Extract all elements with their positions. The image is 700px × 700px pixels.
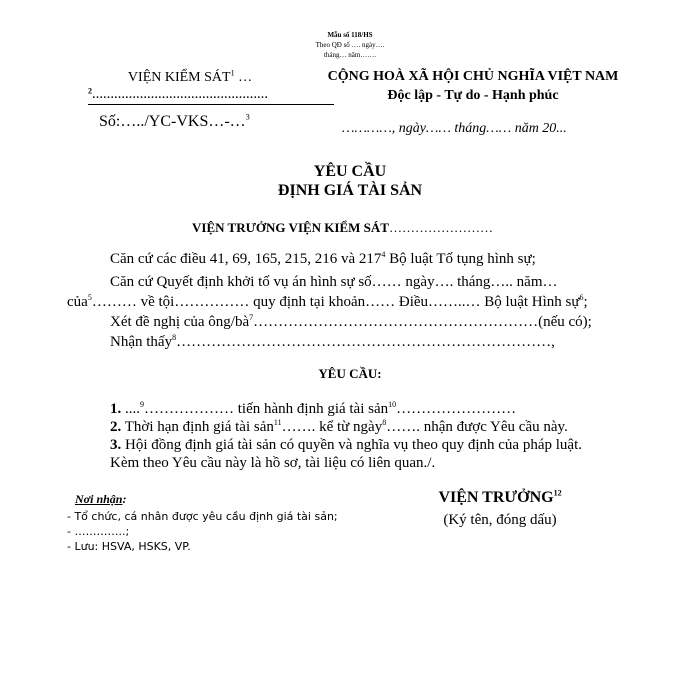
addressee-line: VIỆN TRƯỞNG VIỆN KIỂM SÁT……………………	[192, 220, 493, 235]
form-reference-date: tháng… năm…….	[323, 51, 377, 59]
signer-title: VIỆN TRƯỞNG$^{12}$	[438, 488, 562, 506]
date-line: …………, ngày…… tháng…… năm 20...	[342, 121, 567, 136]
document-subtitle: ĐỊNH GIÁ TÀI SẢN	[277, 182, 423, 199]
signature-note: (Ký tên, đóng dấu)	[443, 512, 557, 528]
attachment-note: Kèm theo Yêu cầu này là hồ sơ, tài liệu có liên quan./.	[110, 455, 436, 471]
recipients-title: Nơi nhận:	[75, 492, 127, 506]
national-title: CỘNG HOÀ XÃ HỘI CHỦ NGHĨA VIỆT NAM	[327, 69, 619, 84]
recipient-item: - …………..;	[67, 525, 130, 538]
recipient-item: - Lưu: HSVA, HSKS, VP.	[67, 540, 191, 553]
prosecution-decision-continuation: của$^5$……… về tội…………… quy định tại khoản…… Điều……..… Bộ luật Hình sự$^6$;	[67, 293, 588, 310]
document-title: YÊU CẦU	[313, 163, 387, 180]
request-heading: YÊU CẦU:	[318, 366, 382, 381]
form-reference: Theo QĐ số …. ngày….	[315, 41, 385, 49]
recipient-item: - Tổ chức, cá nhân được yêu cầu định giá tài sản;	[67, 510, 338, 523]
agency-name: VIỆN KIỂM SÁT$^1$ …	[127, 68, 253, 85]
prosecution-decision-paragraph: Căn cứ Quyết định khởi tố vụ án hình sự số…… ngày…. tháng….. năm…	[110, 274, 558, 290]
request-item-1: 1. ....$^9$……………… tiến hành định giá tài sản$^{10}$……………………	[110, 400, 517, 417]
legal-basis-paragraph: Căn cứ các điều 41, 69, 165, 215, 216 và $217^4$ Bộ luật Tố tụng hình sự;	[110, 250, 536, 267]
proposal-paragraph: Xét đề nghị của ông/$bà^7\dots\dots\dots\dots\dots\dots\dots\dots\dots\dots\dots\dots\dots\dots\dots\dots\dots\dots\dots(nếu$ có);	[110, 313, 592, 330]
unit-name-line: $^2$…………………………………………	[88, 86, 268, 101]
form-code: Mẫu số 118/HS	[327, 31, 373, 39]
document-number: Số:…../YC-VKS…-…$^3$	[99, 112, 250, 130]
national-motto: Độc lập - Tự do - Hạnh phúc	[387, 88, 559, 103]
request-item-3: 3. Hội đồng định giá tài sản có quyền và nghĩa vụ theo quy định của pháp luật.	[110, 437, 582, 453]
header-divider	[88, 104, 334, 105]
finding-paragraph: Nhận thấy$^8$…………………………………………………………………,	[110, 333, 555, 350]
request-item-2: 2. Thời hạn định giá tài sản$^{11}$……. kể từ ngày$^8$……. nhận được Yêu cầu này.	[110, 418, 568, 435]
